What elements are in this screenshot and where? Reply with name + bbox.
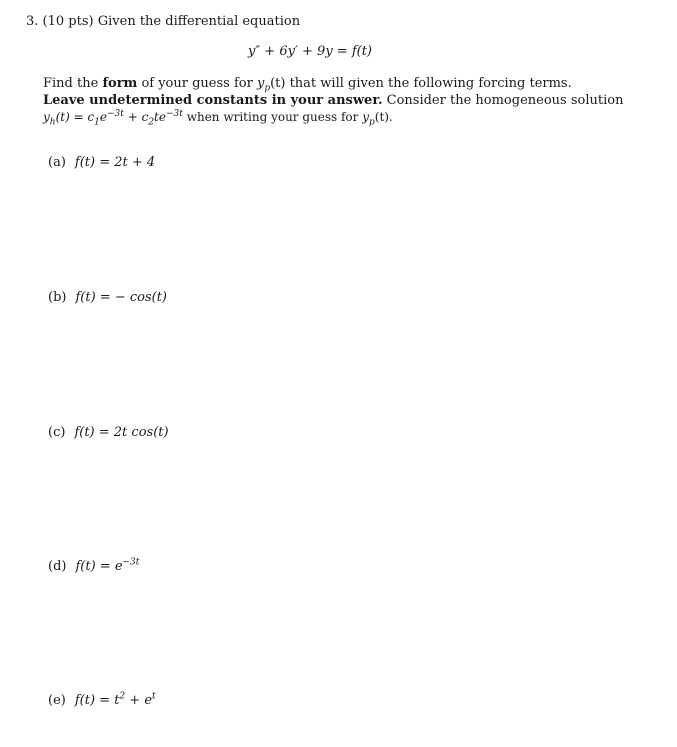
- part-b: [48, 290, 167, 305]
- instructions-bold-leave: Leave undetermined constants in your answer.: [43, 93, 383, 108]
- problem-intro: Given the differential equation: [97, 14, 301, 29]
- instructions-line-3: $y_h(t) = c_1e^{-3t} + c_2te^{-3t}$ when writing your guess for $y_p(t)$.: [43, 109, 393, 128]
- problem-header: [26, 14, 300, 29]
- instructions-text: when writing your guess for: [182, 110, 363, 124]
- part-c: [48, 425, 169, 440]
- problem-points: (10 pts): [42, 14, 94, 29]
- instructions-bold-form: form: [102, 76, 138, 91]
- yp-symbol: $y_p(t)$: [256, 76, 286, 94]
- instructions-text: of your guess for: [137, 76, 257, 91]
- part-e: [48, 693, 156, 708]
- instructions-text: that will given the following forcing terms.: [285, 76, 572, 91]
- instructions-line-1: [43, 75, 572, 92]
- part-label: (e): [48, 693, 66, 708]
- forcing-term: $f(t) = e^{-3t}$: [75, 557, 140, 574]
- forcing-term: f(t) = 2t cos(t): [74, 425, 169, 440]
- part-label: (d): [48, 559, 67, 574]
- forcing-term: f(t) = 2t + 4: [74, 155, 156, 170]
- part-label: (c): [48, 425, 66, 440]
- part-a: [48, 155, 155, 170]
- instructions-line-2: [43, 92, 623, 109]
- homogeneous-solution: $y_h(t) = c_1e^{-3t} + c_2te^{-3t}$: [43, 109, 183, 128]
- problem-number: 3.: [26, 14, 39, 29]
- part-label: (a): [48, 155, 66, 170]
- forcing-term: $f(t) = t^2 + e^t$: [74, 691, 156, 708]
- part-d: [48, 559, 139, 574]
- forcing-term: f(t) = − cos(t): [75, 290, 167, 305]
- part-label: (b): [48, 290, 67, 305]
- instructions-text: Find the: [43, 76, 103, 91]
- instructions-text: Consider the homogeneous solution: [382, 93, 624, 108]
- differential-equation: y″ + 6y′ + 9y = f(t): [247, 44, 373, 59]
- yp-symbol: $y_p(t)$: [362, 110, 389, 128]
